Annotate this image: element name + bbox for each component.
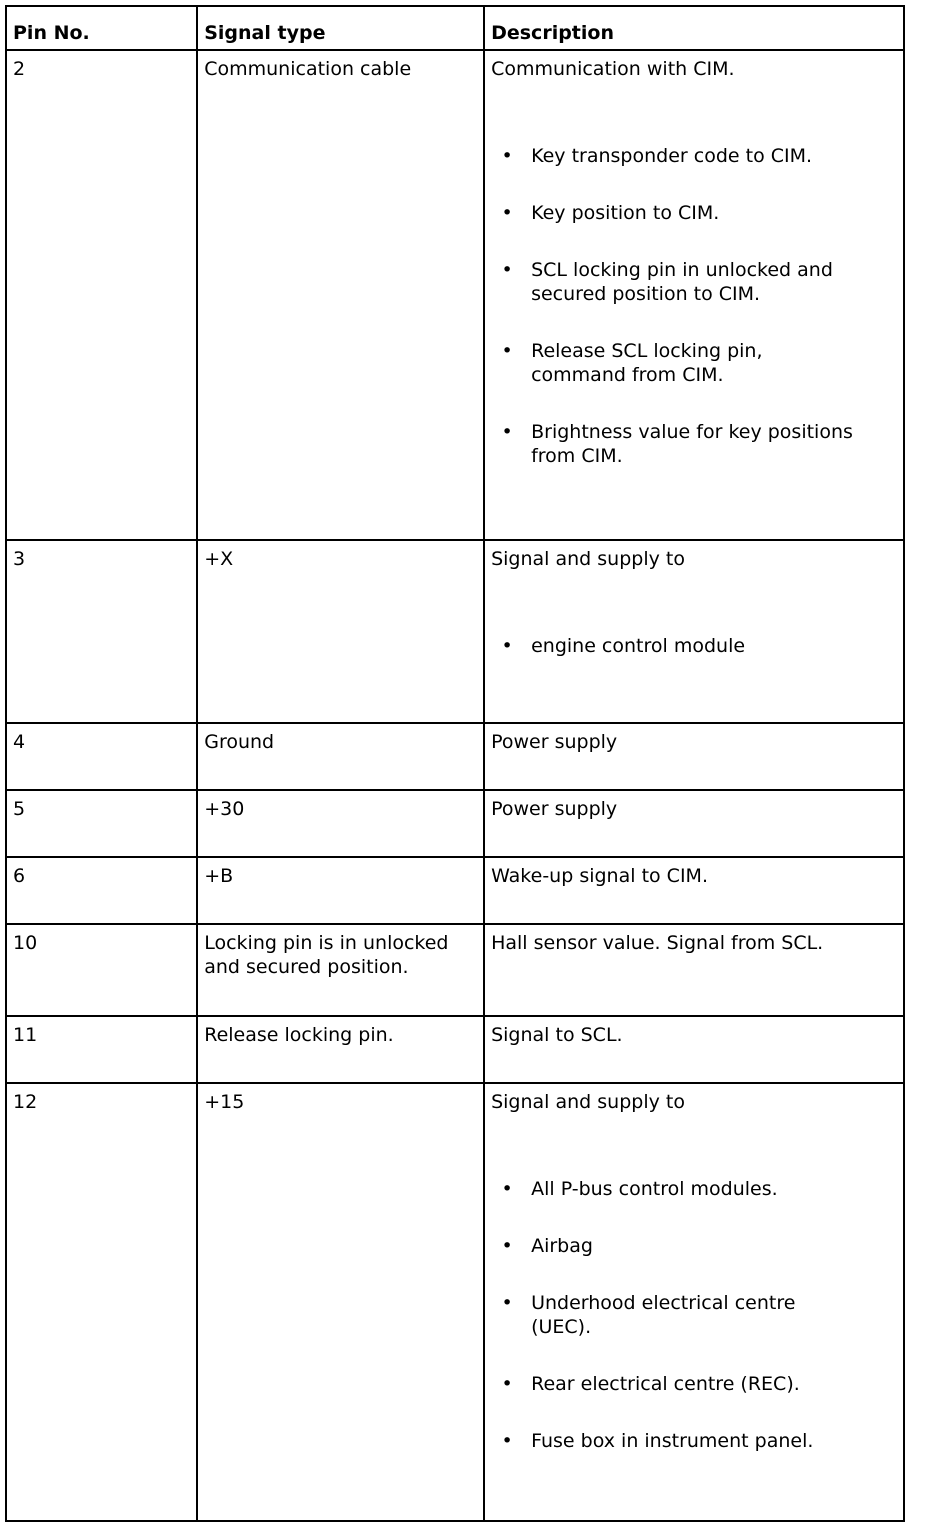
bullet-icon: •	[501, 1235, 513, 1257]
header-pin-no: Pin No.	[6, 6, 197, 50]
signal-cell	[197, 540, 484, 723]
bullet-text: Airbag	[531, 1235, 593, 1257]
signal-cell	[197, 723, 484, 790]
bullet-icon: •	[501, 421, 513, 443]
description-cell	[484, 50, 904, 540]
bullet-text: Fuse box in instrument panel.	[531, 1430, 814, 1452]
signal-text: +B	[204, 865, 234, 887]
table-row	[6, 1016, 904, 1083]
list-item	[491, 634, 897, 658]
bullet-text: SCL locking pin in unlocked and secured position to CIM.	[531, 259, 833, 305]
bullet-text: Key position to CIM.	[531, 202, 720, 224]
signal-cell	[197, 50, 484, 540]
description-bullet-list	[491, 144, 897, 468]
list-item	[491, 258, 897, 306]
description-bullet-list	[491, 634, 897, 658]
list-item	[491, 339, 897, 387]
description-text: Communication with CIM.	[491, 58, 735, 80]
pin-cell: 12	[6, 1083, 197, 1521]
signal-text: Locking pin is in unlocked and secured position.	[204, 932, 449, 978]
pin-signal-table	[5, 5, 905, 1522]
table-row	[6, 790, 904, 857]
bullet-text: Underhood electrical centre (UEC).	[531, 1292, 796, 1338]
bullet-text: Key transponder code to CIM.	[531, 145, 813, 167]
table-row	[6, 540, 904, 723]
pin-cell: 10	[6, 924, 197, 1016]
bullet-icon: •	[501, 145, 513, 167]
header-description: Description	[484, 6, 904, 50]
list-item	[491, 1429, 897, 1453]
list-item	[491, 144, 897, 168]
description-cell	[484, 540, 904, 723]
table-row	[6, 1083, 904, 1521]
description-text: Signal to SCL.	[491, 1024, 623, 1046]
bullet-icon: •	[501, 202, 513, 224]
signal-text: Release locking pin.	[204, 1024, 394, 1046]
description-bullet-list	[491, 1177, 897, 1453]
signal-text: Communication cable	[204, 58, 412, 80]
bullet-text: All P-bus control modules.	[531, 1178, 778, 1200]
list-item	[491, 201, 897, 225]
table-row	[6, 723, 904, 790]
pin-cell: 6	[6, 857, 197, 924]
bullet-icon: •	[501, 259, 513, 281]
description-text: Power supply	[491, 798, 618, 820]
bullet-icon: •	[501, 1373, 513, 1395]
bullet-icon: •	[501, 1178, 513, 1200]
signal-text: Ground	[204, 731, 275, 753]
signal-cell	[197, 1083, 484, 1521]
table-row	[6, 857, 904, 924]
pin-cell: 11	[6, 1016, 197, 1083]
list-item	[491, 1291, 897, 1339]
list-item	[491, 1234, 897, 1258]
bullet-text: Rear electrical centre (REC).	[531, 1373, 800, 1395]
description-cell	[484, 723, 904, 790]
list-item	[491, 1372, 897, 1396]
pin-cell: 4	[6, 723, 197, 790]
table-row	[6, 924, 904, 1016]
bullet-text: Release SCL locking pin, command from CIM.	[531, 340, 763, 386]
signal-text: +X	[204, 548, 234, 570]
description-text: Signal and supply to	[491, 548, 685, 570]
description-cell	[484, 924, 904, 1016]
bullet-icon: •	[501, 635, 513, 657]
list-item	[491, 420, 897, 468]
description-cell	[484, 1083, 904, 1521]
bullet-icon: •	[501, 340, 513, 362]
description-text: Signal and supply to	[491, 1091, 685, 1113]
bullet-text: engine control module	[531, 635, 746, 657]
pin-cell: 3	[6, 540, 197, 723]
signal-cell	[197, 857, 484, 924]
signal-cell	[197, 1016, 484, 1083]
description-text: Wake-up signal to CIM.	[491, 865, 708, 887]
signal-text: +15	[204, 1091, 245, 1113]
bullet-icon: •	[501, 1292, 513, 1314]
signal-text: +30	[204, 798, 245, 820]
bullet-text: Brightness value for key positions from CIM.	[531, 421, 853, 467]
description-text: Hall sensor value. Signal from SCL.	[491, 932, 824, 954]
signal-cell	[197, 790, 484, 857]
table-header-row	[6, 6, 904, 50]
description-cell	[484, 790, 904, 857]
bullet-icon: •	[501, 1430, 513, 1452]
description-text: Power supply	[491, 731, 618, 753]
pin-cell: 5	[6, 790, 197, 857]
table-row	[6, 50, 904, 540]
header-signal-type: Signal type	[197, 6, 484, 50]
list-item	[491, 1177, 897, 1201]
signal-cell	[197, 924, 484, 1016]
description-cell	[484, 857, 904, 924]
description-cell	[484, 1016, 904, 1083]
pin-cell: 2	[6, 50, 197, 540]
